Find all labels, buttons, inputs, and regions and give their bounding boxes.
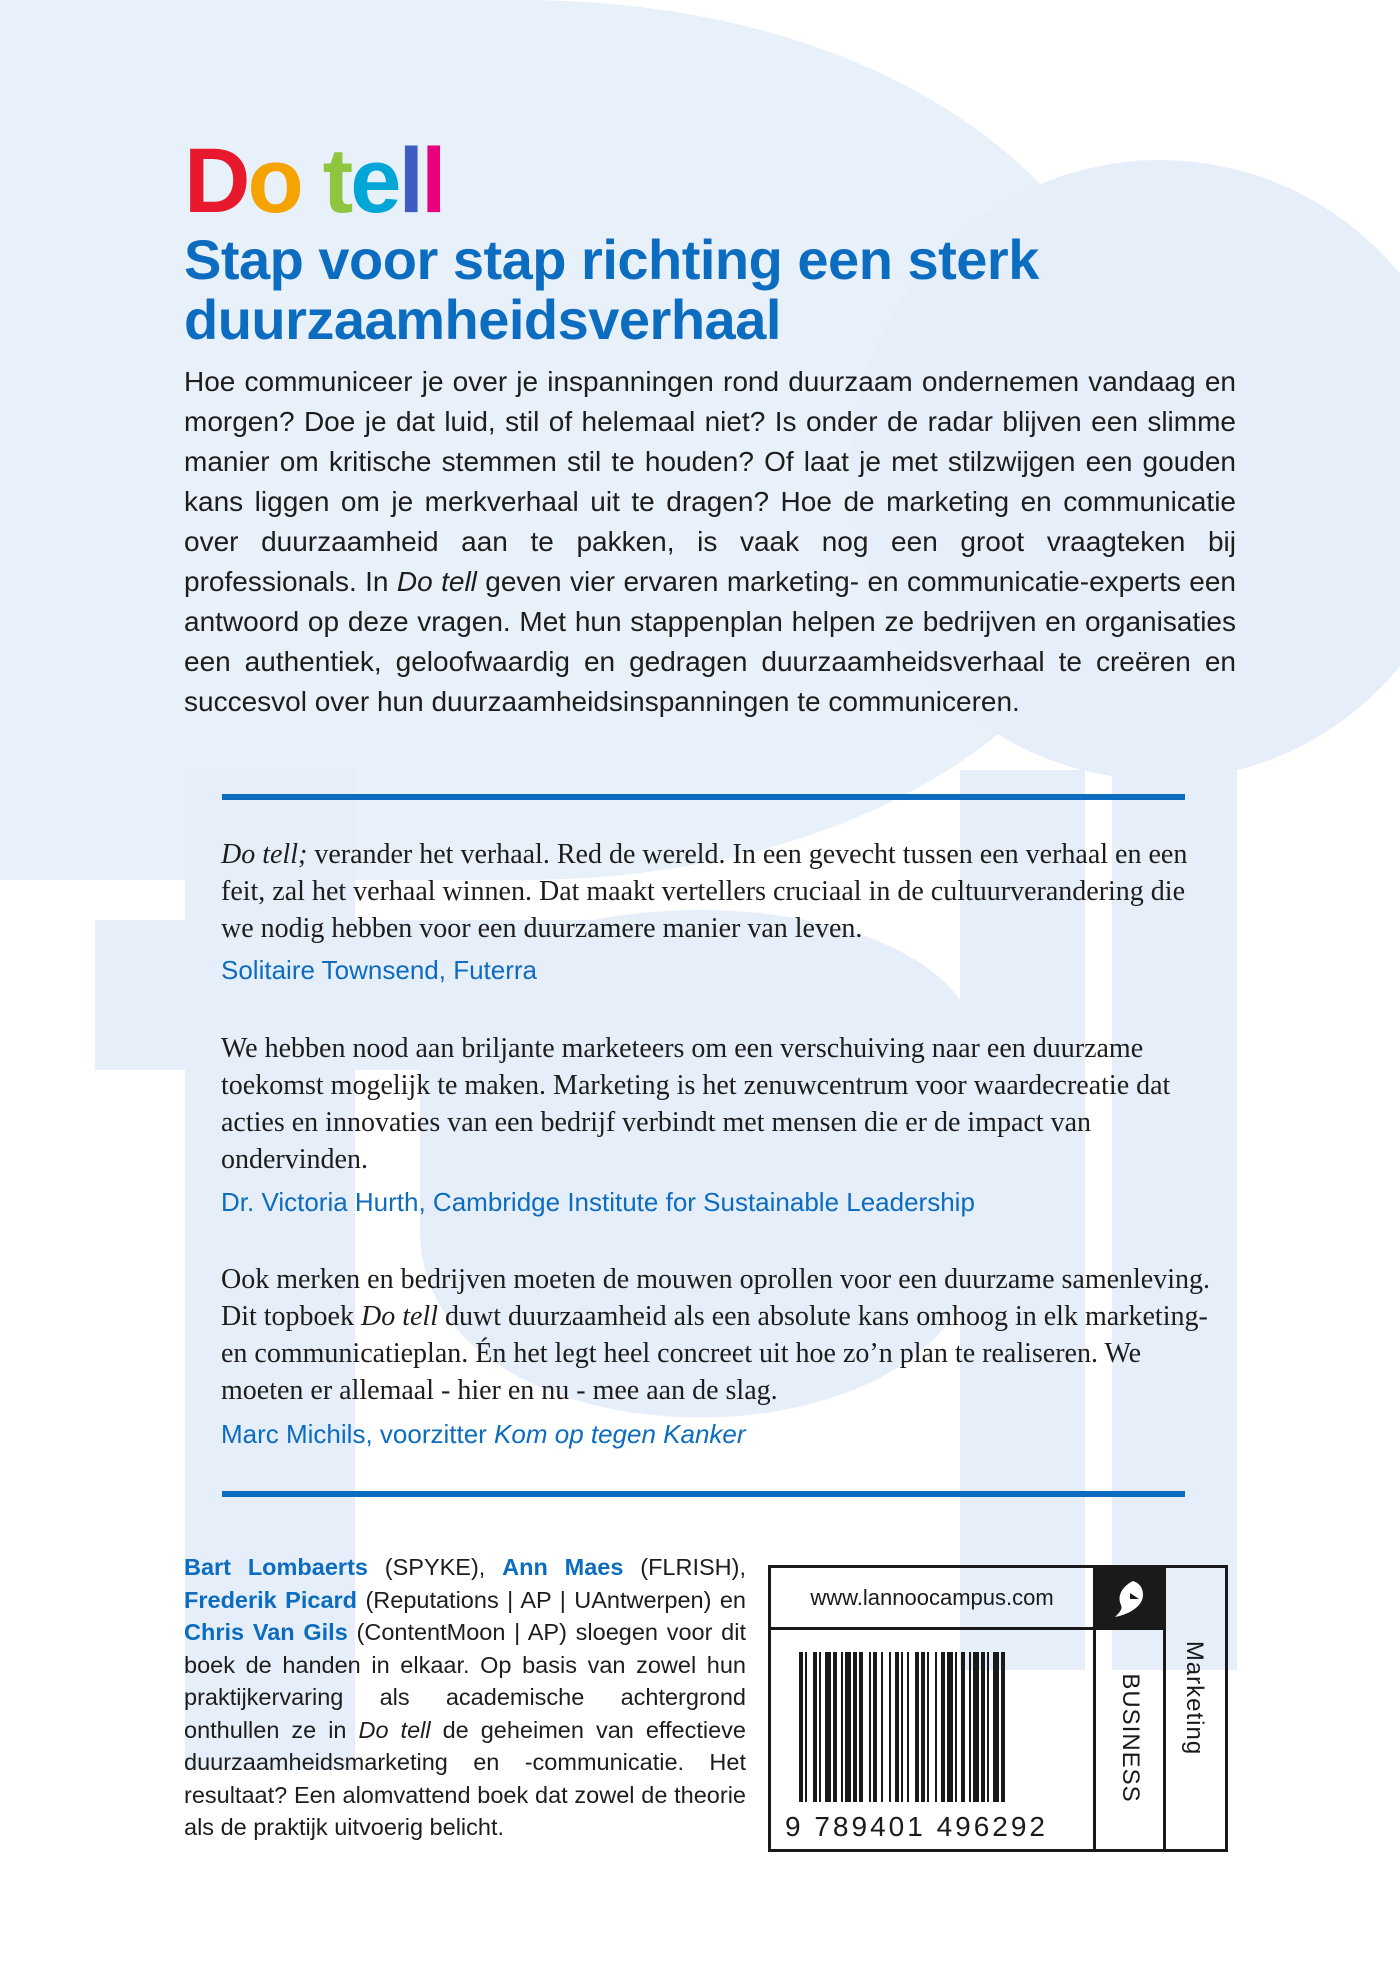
intro-paragraph xyxy=(184,362,1236,722)
quote-2-attribution: Dr. Victoria Hurth, Cambridge Institute for Sustainable Leadership xyxy=(221,1187,975,1217)
author-name-4: Chris Van Gils xyxy=(184,1619,348,1645)
bottom-divider xyxy=(222,1491,1185,1497)
book-subtitle: Stap voor stap richting een sterk duurzaamheidsverhaal xyxy=(184,228,1039,351)
barcode-panel xyxy=(768,1565,1228,1852)
barcode-bar xyxy=(819,1652,821,1802)
barcode-bar xyxy=(981,1652,985,1802)
barcode-bar xyxy=(927,1652,929,1802)
barcode-bar xyxy=(987,1652,989,1802)
barcode-bar xyxy=(973,1652,979,1802)
category-label: BUSINESS xyxy=(1117,1673,1144,1803)
quote-2: We hebben nood aan briljante marketeers om een verschuiving naar een duurzame toekomst mogelijk te maken. Marketing is het zenuwcentrum voor waardecreatie dat acties en innovaties van een bedrijf verbindt met mensen die er de impact van ondervinden. xyxy=(221,1033,1171,1175)
barcode-bar xyxy=(841,1652,843,1802)
quote-1-text: verander het verhaal. Red de wereld. In een gevecht tussen een verhaal en een feit, zal het verhaal winnen. Dat maakt vertellers cruciaal in de cultuurverandering die we nodig hebben voor een duurzamere manier van leven. xyxy=(221,839,1188,944)
logo-letter: t xyxy=(322,130,351,232)
barcode-bar xyxy=(921,1652,925,1802)
barcode-bar xyxy=(845,1652,851,1802)
author-name-2: Ann Maes xyxy=(502,1554,624,1580)
barcode-cell xyxy=(771,1630,1096,1849)
barcode-bar xyxy=(881,1652,883,1802)
authors-italic-title: Do tell xyxy=(358,1716,431,1743)
barcode-bar xyxy=(859,1652,863,1802)
do-tell-logo xyxy=(184,130,444,232)
author-org-1: (SPYKE), xyxy=(367,1554,503,1580)
barcode-bar xyxy=(961,1652,965,1802)
barcode-bar xyxy=(1001,1652,1005,1802)
barcode-bar xyxy=(825,1652,831,1802)
authors-rest: de geheimen van effectieve duurzaamheidsmarketing en -communicatie. Het resultaat? Een alomvattend boek dat zowel de theorie als de praktijk uitvoerig belicht. xyxy=(184,1716,746,1840)
intro-text-part1: Hoe communiceer je over je inspanningen rond duurzaam ondernemen vandaag en morgen? Doe je dat luid, stil of helemaal niet? Is onder de radar blijven een slimme manier om kritische stemmen stil te houden? Of laat je met stilzwijgen een gouden kans liggen om je merkverhaal uit te dragen? Hoe de marketing en communicatie over duurzaamheid aan te pakken, is vaak nog een groot vraagteken bij professionals. In xyxy=(184,366,1236,597)
publisher-logo-icon xyxy=(1096,1568,1163,1630)
barcode-bar xyxy=(969,1652,971,1802)
barcode-bar xyxy=(901,1652,903,1802)
barcode-bar xyxy=(915,1652,919,1802)
barcode-bar xyxy=(935,1652,937,1802)
intro-text-italic: Do tell xyxy=(396,566,477,597)
barcode-bar xyxy=(873,1652,877,1802)
logo-letter: l xyxy=(398,130,422,232)
barcode-bar xyxy=(833,1652,837,1802)
quote-3-text-part1: Ook merken en bedrijven moeten de mouwen oprollen voor een duurzame samenleving. Dit topboek xyxy=(221,1264,1211,1332)
quote-3-attribution xyxy=(221,1418,746,1450)
quote-3 xyxy=(221,1261,1221,1409)
quote-3-attribution-italic: Kom op tegen Kanker xyxy=(494,1419,746,1449)
logo-letter: D xyxy=(184,130,248,232)
barcode-bar xyxy=(947,1652,953,1802)
author-org-3: (Reputations | AP | UAntwerpen) en xyxy=(357,1586,746,1613)
logo-letter: e xyxy=(350,130,399,232)
quote-3-text-part2: duwt duurzaamheid als een absolute kans omhoog in elk marketing- en communicatieplan. Én het legt heel concreet uit hoe zo’n plan te realiseren. We moeten er allemaal - hier en nu - mee aan de slag. xyxy=(221,1301,1208,1406)
barcode-bar xyxy=(805,1652,807,1802)
author-org-2: (FLRISH), xyxy=(623,1554,746,1580)
quote-3-attribution-text: Marc Michils, voorzitter xyxy=(221,1419,495,1449)
subcategory-label: Marketing xyxy=(1181,1640,1208,1756)
logo-letter: o xyxy=(247,130,301,232)
publisher-url[interactable]: www.lannoocampus.com xyxy=(771,1568,1096,1630)
barcode-bar xyxy=(799,1652,803,1802)
barcode-bar xyxy=(955,1652,957,1802)
intro-text-part2: geven vier ervaren marketing- en communicatie-experts een antwoord op deze vragen. Met hun stappenplan helpen ze bedrijven en organisaties een authentiek, geloofwaardig en gedragen duurzaamheidsverhaal te creëren en succesvol over hun duurzaamheidsinspanningen te communiceren. xyxy=(184,566,1236,717)
barcode-bar xyxy=(869,1652,871,1802)
category-column xyxy=(1096,1568,1166,1849)
isbn-number: 9 789401 496292 xyxy=(785,1811,1048,1842)
barcode-bar xyxy=(853,1652,857,1802)
author-org-4: (ContentMoon | AP) sloegen voor dit boek de handen in elkaar. Op basis van zowel hun praktijkervaring als academische achtergrond onthullen ze in xyxy=(184,1619,746,1743)
barcode-bar xyxy=(813,1652,817,1802)
barcode-bar xyxy=(889,1652,891,1802)
quote-1-attribution: Solitaire Townsend, Futerra xyxy=(221,955,538,985)
quote-1-italic-lead: Do tell; xyxy=(221,839,308,870)
author-name-3: Frederik Picard xyxy=(184,1586,358,1613)
logo-letter: l xyxy=(421,130,444,232)
top-divider xyxy=(222,794,1185,800)
barcode-bar xyxy=(941,1652,945,1802)
author-name-1: Bart Lombaerts xyxy=(184,1554,368,1580)
barcode-bar xyxy=(993,1652,999,1802)
barcode-bar xyxy=(907,1652,909,1802)
quote-3-text-italic: Do tell xyxy=(361,1301,438,1332)
quote-1 xyxy=(221,836,1221,947)
barcode-bar xyxy=(895,1652,899,1802)
authors-paragraph xyxy=(184,1551,746,1844)
